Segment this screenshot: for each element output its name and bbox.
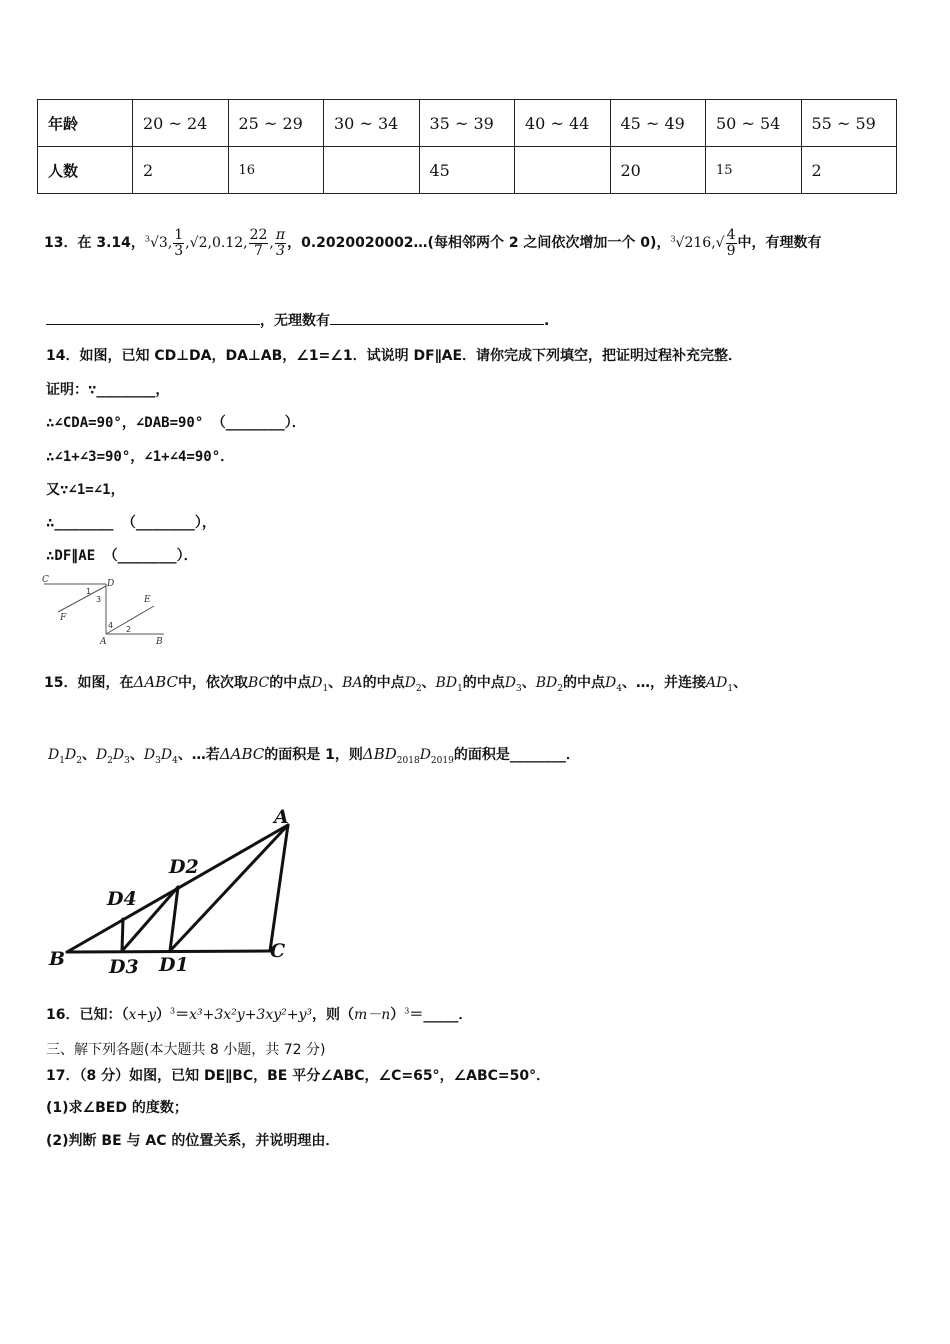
- label-angle-4: 4: [108, 621, 114, 630]
- table-cell: [515, 147, 611, 194]
- table-cell: 40 ~ 44: [515, 100, 611, 147]
- question-15-line1: 15．如图，在ΔABC中，依次取BC的中点$D_1$、BA的中点$D_2$、$BD_1$的中点$D_3$、$BD_2$的中点$D_4$、…，并连接$AD_1$、: [44, 673, 748, 694]
- proof-line: ∴∠CDA=90°，∠DAB=90° （_______）．: [46, 415, 306, 431]
- table-cell: 55 ~ 59: [801, 100, 897, 147]
- question-15-line2: $D_1D_2$、$D_2D_3$、$D_3D_4$、…若ΔABC的面积是 1，则$\Delta BD_{2018}D_{2019}$的面积是________．: [48, 745, 580, 766]
- table-cell: 15: [706, 147, 802, 194]
- question-17-stem: 17．（8 分）如图，已知 DE∥BC，BE 平分∠ABC，∠C=65°，∠ABC=50°．: [46, 1068, 551, 1084]
- label-b: B: [156, 637, 163, 646]
- table-header-count: 人数: [38, 147, 133, 194]
- segment-ac: [270, 825, 288, 951]
- proof-line: 证明：∵_______，: [46, 382, 170, 398]
- label-angle-1: 1: [86, 587, 92, 596]
- label-f: F: [60, 613, 67, 623]
- table-cell: 35 ~ 39: [419, 100, 515, 147]
- table-header-age: 年龄: [38, 100, 133, 147]
- question-13-answers: ，无理数有 .: [46, 310, 549, 330]
- label-d4: D4: [107, 888, 137, 910]
- table-row: [38, 147, 897, 194]
- label-c: C: [270, 940, 286, 962]
- table-cell: 20: [610, 147, 706, 194]
- table-cell: 50 ~ 54: [706, 100, 802, 147]
- fraction: $\frac{22}{7}$: [249, 227, 268, 259]
- table-cell: 45 ~ 49: [610, 100, 706, 147]
- question-17-part1: (1)求∠BED 的度数；: [46, 1100, 188, 1116]
- table-cell: 2: [801, 147, 897, 194]
- section-title: 三、解下列各题(本大题共 8 小题，共 72 分): [46, 1042, 326, 1058]
- question-17-part2: (2)判断 BE 与 AC 的位置关系，并说明理由．: [46, 1133, 340, 1149]
- label-d1: D1: [159, 954, 189, 976]
- table-cell: 25 ~ 29: [228, 100, 324, 147]
- table-row: [38, 100, 897, 147]
- q15-figure: [45, 805, 305, 985]
- question-16: 16．已知：$(x+y)^3=x^3+3x^2y+3xy^2+y^3$，则$(m-n)^3=\_\_\_\_\_$．: [46, 1006, 473, 1023]
- answer-blank-irrational[interactable]: [330, 324, 544, 325]
- fraction: $\frac{1}{3}$: [174, 227, 184, 259]
- q14-figure: [40, 574, 170, 646]
- table-cell: 16: [228, 147, 324, 194]
- fraction: $\frac{4}{9}$: [726, 227, 736, 259]
- segment-bc: [67, 951, 270, 952]
- fraction: $\frac{\pi}{3}$: [275, 227, 286, 259]
- label-e: E: [144, 595, 151, 605]
- proof-line: ∴_______ （_______），: [46, 515, 216, 531]
- answer-blank-rational[interactable]: [46, 324, 260, 325]
- label-d3: D3: [109, 956, 139, 978]
- label-angle-3: 3: [96, 595, 102, 604]
- table-cell: [324, 147, 420, 194]
- proof-line: ∴DF∥AE （_______）．: [46, 548, 198, 564]
- segment-ad1: [170, 825, 288, 951]
- proof-line: ∴∠1+∠3=90°，∠1+∠4=90°．: [46, 449, 235, 465]
- proof-line: 又∵∠1=∠1，: [46, 482, 125, 498]
- label-d: D: [107, 579, 115, 589]
- segment-d3d4: [122, 919, 123, 951]
- label-a: A: [100, 637, 107, 646]
- age-table: [37, 99, 897, 194]
- table-cell: 20 ~ 24: [133, 100, 229, 147]
- table-cell: 45: [419, 147, 515, 194]
- label-angle-2: 2: [126, 625, 132, 634]
- question-13: 13．在 3.14，$^3$√3, $\frac{1}{3}$ ,√2,0.12, $\frac{22}{7}$ , $\frac{\pi}{3}$ ，0.2020020002…(每相邻两个 2 之间依次增加一个 0)，$^3$√216,√ $\frac{4}{9}$ 中，有理数有: [44, 227, 822, 259]
- table-cell: 2: [133, 147, 229, 194]
- label-b: B: [49, 948, 66, 970]
- label-d2: D2: [169, 856, 199, 878]
- label-a: A: [274, 806, 289, 828]
- label-c: C: [42, 575, 49, 585]
- table-cell: 30 ~ 34: [324, 100, 420, 147]
- question-14-stem: 14．如图，已知 CD⊥DA，DA⊥AB，∠1=∠1．试说明 DF∥AE．请你完成下列填空，把证明过程补充完整．: [46, 348, 743, 364]
